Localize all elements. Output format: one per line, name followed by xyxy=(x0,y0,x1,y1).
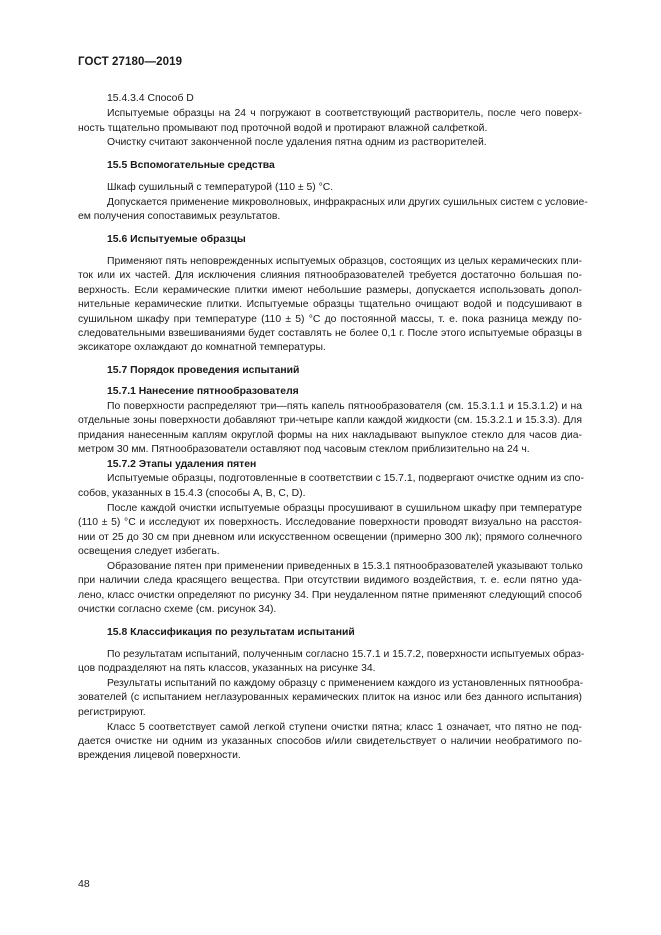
text-line: придания нанесенным каплям округлой формы на них накладывают выпуклое стекло для часов диа- xyxy=(78,430,582,441)
text-line: Испытуемые образцы на 24 ч погружают в соответствующий растворитель, после чего поверх- xyxy=(107,108,582,119)
text-line: регистрируют. xyxy=(78,707,146,718)
text-line: собов, указанных в 15.4.3 (способы А, В, С, D). xyxy=(78,488,306,499)
text-line: верхность. Если керамические плитки имеют небольшие размеры, допускается использовать допол- xyxy=(78,285,582,296)
text-line: отдельные зоны поверхности добавляют три-четыре капли каждой жидкости (см. 15.3.2.1 и 15.3.3). Для xyxy=(78,415,582,426)
text-line: зователей (с испытанием неглазурованных керамических плиток на износ или без данного испытания) xyxy=(78,692,582,703)
text-line: Шкаф сушильный с температурой (110 ± 5) °С. xyxy=(107,182,334,193)
text-line: (110 ± 5) °С и исследуют их поверхность. Исследование поверхности проводят визуально на расстоя- xyxy=(78,517,582,528)
text-line: эксикаторе охлаждают до комнатной температуры. xyxy=(78,342,326,353)
text-line: Допускается применение микроволновых, инфракрасных или других сушильных систем с условиe- xyxy=(107,197,588,208)
section-heading: 15.7 Порядок проведения испытаний xyxy=(107,365,300,376)
text-line: метром 30 мм. Пятнообразователи оставляют под часовым стеклом приблизительно на 24 ч. xyxy=(78,444,530,455)
text-line: Класс 5 соответствует самой легкой ступени очистки пятна; класс 1 означает, что пятно не под- xyxy=(107,722,582,733)
text-line: следовательными взвешиваниями будет составлять не более 0,1 г. После этого испытуемые образцы в xyxy=(78,328,582,339)
text-line: Результаты испытаний по каждому образцу с применением каждого из установленных пятнообра- xyxy=(107,678,584,689)
text-line: нительные керамические плитки. Испытуемые образцы тщательно очищают водой и подсушивают в xyxy=(78,299,582,310)
standard-header: ГОСТ 27180—2019 xyxy=(78,56,183,68)
subsection-heading: 15.7.2 Этапы удаления пятен xyxy=(107,459,257,470)
text-line: ток или их частей. Для исключения слияния пятнообразователей требуется достаточно большая по- xyxy=(78,270,582,281)
text-line: По результатам испытаний, полученным согласно 15.7.1 и 15.7.2, поверхности испытуемых образ- xyxy=(107,649,585,660)
section-heading: 15.8 Классификация по результатам испытаний xyxy=(107,627,355,638)
subsection-heading: 15.7.1 Нанесение пятнообразователя xyxy=(107,386,299,397)
text-line: ность тщательно промывают под проточной водой и протирают влажной салфеткой. xyxy=(78,123,488,134)
text-line: ем получения сопоставимых результатов. xyxy=(78,211,281,222)
text-line: сушильном шкафу при температуре (110 ± 5) °С до постоянной массы, т. е. пока разница между по- xyxy=(78,314,582,325)
page-number: 48 xyxy=(78,878,90,890)
section-heading: 15.6 Испытуемые образцы xyxy=(107,234,246,245)
text-line: нии от 25 до 30 см при дневном или искусственном освещении (примерно 300 лк); прямого солнечного xyxy=(78,532,582,543)
text-line: Очистку считают законченной после удаления пятна одним из растворителей. xyxy=(107,137,487,148)
subsection-heading: 15.4.3.4 Способ D xyxy=(107,93,194,104)
text-line: при наличии следа красящего вещества. При отсутствии видимого воздействия, т. е. если пятно уда- xyxy=(78,575,582,586)
text-line: очистки согласно схеме (см. рисунок 34). xyxy=(78,604,277,615)
text-line: цов подразделяют на пять классов, указанных на рисунке 34. xyxy=(78,663,376,674)
text-line: Применяют пять неповрежденных испытуемых образцов, состоящих из целых керамических пли- xyxy=(107,256,582,267)
section-heading: 15.5 Вспомогательные средства xyxy=(107,160,275,171)
text-line: вреждения лицевой поверхности. xyxy=(78,750,241,761)
text-line: Испытуемые образцы, подготовленные в соответствии с 15.7.1, подвергают очистке одним из спо- xyxy=(107,473,584,484)
text-line: Образование пятен при применении приведенных в 15.3.1 пятнообразователей указывают только xyxy=(107,561,583,572)
text-line: освещения следует избегать. xyxy=(78,546,220,557)
text-line: дается очистке ни одним из указанных способов и/или свидетельствует о наличии необратимого по- xyxy=(78,736,582,747)
text-line: По поверхности распределяют три—пять капель пятнообразователя (см. 15.3.1.1 и 15.3.1.2) и на xyxy=(107,401,582,412)
text-line: лено, класс очистки определяют по рисунку 34. При неудаленном пятне применяют следующий способ xyxy=(78,590,582,601)
text-line: После каждой очистки испытуемые образцы просушивают в сушильном шкафу при температуре xyxy=(107,503,582,514)
